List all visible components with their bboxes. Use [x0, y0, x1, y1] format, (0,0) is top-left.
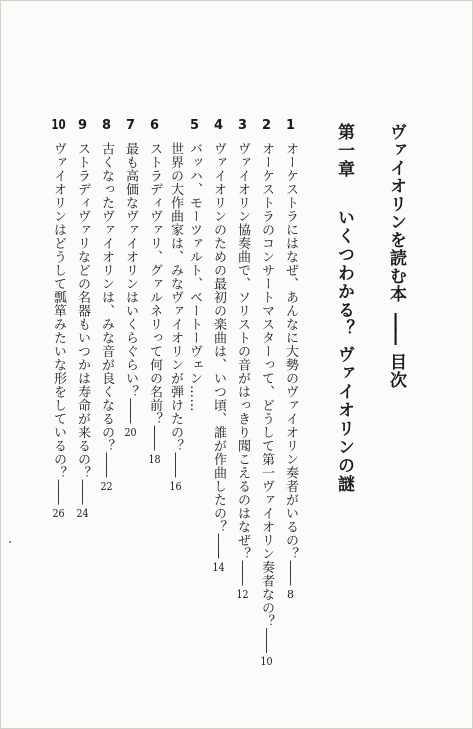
entry-page: 24	[76, 507, 89, 519]
entry-page: 8	[287, 588, 294, 600]
toc-entry-7[interactable]	[124, 119, 137, 438]
entry-title-cont: 世界の大作曲家は、みなヴァイオリンが弾けたの？	[168, 142, 183, 453]
entry-number: 4	[213, 119, 224, 132]
entry-title: バッハ、モーツァルト、ベートーヴェン……	[187, 142, 202, 412]
entry-page: 10	[260, 656, 273, 667]
toc-entry-3[interactable]	[236, 119, 249, 600]
entry-title: ヴァイオリン協奏曲で、ソリストの音がはっきり聞こえるのはなぜ？	[235, 142, 250, 561]
entry-page: 20	[124, 426, 137, 438]
entry-page: 12	[236, 588, 249, 600]
toc-entry-6[interactable]	[148, 119, 161, 465]
chapter-label: 第一章	[334, 123, 354, 179]
entry-number: 8	[101, 119, 112, 132]
leader: ――	[168, 452, 183, 477]
entry-number: 1	[285, 119, 296, 132]
leader: ――	[51, 479, 66, 504]
toc-entry-2[interactable]	[260, 119, 273, 667]
leader: ――	[259, 628, 274, 652]
leader: ――	[235, 560, 250, 585]
entry-title: ヴァイオリンのための最初の楽曲は、いつ頃、誰が作曲したの？	[211, 142, 226, 534]
entry-number: 7	[125, 119, 136, 132]
entry-page: 16	[169, 480, 182, 492]
toc-entry-5[interactable]	[188, 119, 201, 412]
entry-number: 2	[261, 119, 272, 132]
leader: ――	[147, 425, 162, 450]
leader: ――	[99, 452, 114, 477]
entry-number: 9	[77, 119, 88, 132]
entry-title: オーケストラにはなぜ、あんなに大勢のヴァイオリン奏者がいるの？	[283, 142, 298, 561]
toc-entry-4[interactable]	[212, 119, 225, 573]
entry-number: 3	[237, 119, 248, 132]
leader: ――	[211, 533, 226, 558]
toc-entry-8[interactable]	[100, 119, 113, 492]
leader: ――	[123, 398, 138, 423]
book-title-text: ヴァイオリンを読む本	[386, 123, 406, 303]
scan-speck	[9, 541, 11, 543]
book-title-dash: ――	[386, 313, 406, 343]
entry-title: ストラディヴァリなどの名器もいつかは寿命が来るの？	[75, 142, 90, 480]
toc-label: 目次	[386, 353, 406, 389]
chapter-title: いくつわかる？ ヴァイオリンの謎	[334, 208, 354, 494]
toc-entry-5-line2[interactable]	[169, 142, 182, 492]
entry-title: 最も高価なヴァイオリンはいくらぐらい？	[123, 142, 138, 399]
chapter-heading	[335, 123, 352, 493]
leader: ――	[75, 479, 90, 504]
entry-page: 18	[148, 453, 161, 465]
entry-title: ストラディヴァリ、グァルネリって何の名前？	[147, 142, 162, 426]
entry-number: 6	[149, 119, 160, 132]
entry-page: 26	[52, 507, 65, 519]
entry-number: 5	[189, 119, 200, 132]
toc-entry-10[interactable]	[52, 119, 65, 519]
toc-entry-1[interactable]	[284, 119, 297, 600]
entry-page: 22	[100, 480, 113, 492]
entry-title: 古くなったヴァイオリンは、みな音が良くなるの？	[99, 142, 114, 453]
entry-number: 10	[51, 119, 66, 132]
entry-title: ヴァイオリンはどうして瓢箪みたいな形をしているの？	[51, 142, 66, 480]
leader: ――	[283, 560, 298, 585]
toc-entry-9[interactable]	[76, 119, 89, 519]
entry-page: 14	[212, 561, 225, 573]
book-title	[387, 123, 404, 389]
entry-title: オーケストラのコンサートマスターって、どうして第一ヴァイオリン奏者なの？	[259, 142, 274, 628]
